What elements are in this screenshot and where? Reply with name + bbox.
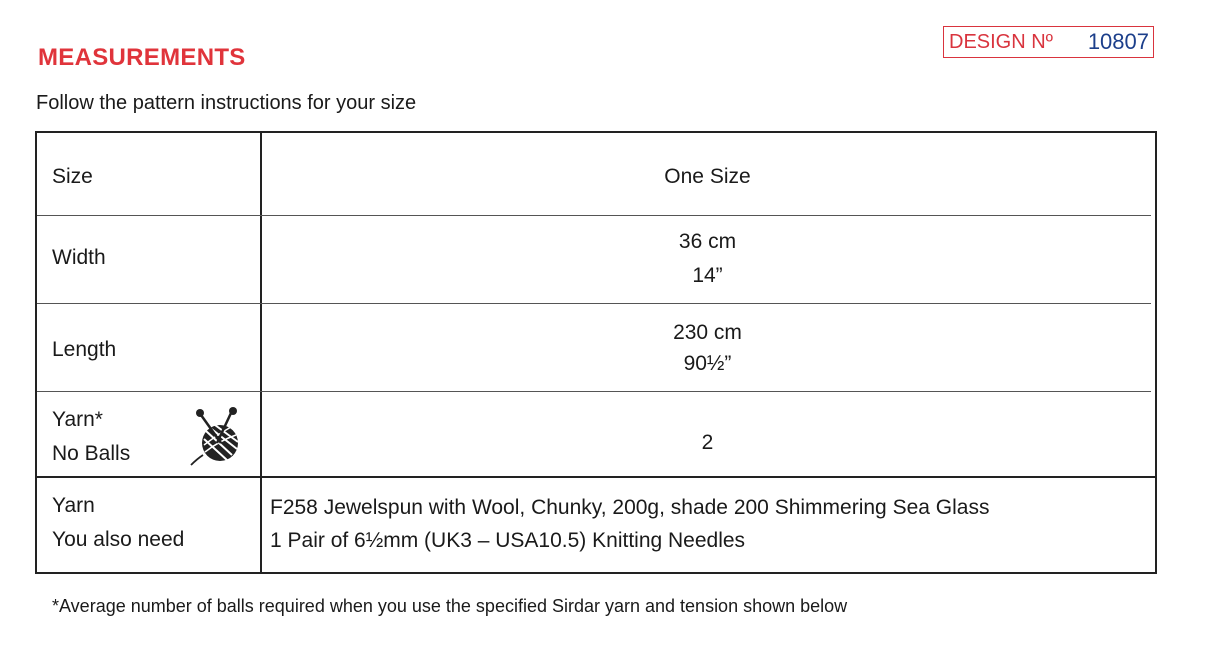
footnote: *Average number of balls required when you use the specified Sirdar yarn and tension shown below — [52, 596, 848, 616]
design-number-value: 10807 — [1087, 29, 1149, 54]
length-label: Length — [52, 338, 117, 361]
row-divider — [37, 303, 1151, 304]
row-divider — [37, 476, 1155, 478]
design-number-box — [943, 26, 1154, 58]
width-label: Width — [52, 246, 106, 269]
measurements-table — [35, 131, 1157, 574]
you-also-need-label: You also need — [52, 528, 185, 551]
yarn-balls-label-line1: Yarn* — [52, 408, 103, 431]
design-number-label: DESIGN Nº — [949, 31, 1053, 53]
yarn-balls-label-line2: No Balls — [52, 442, 131, 465]
length-value-cm: 230 cm — [673, 321, 742, 344]
length-value-in: 90½” — [683, 352, 732, 375]
size-label: Size — [52, 165, 93, 188]
row-divider — [37, 215, 1151, 216]
width-value-cm: 36 cm — [678, 230, 737, 253]
instructions-subtitle: Follow the pattern instructions for your size — [36, 92, 417, 114]
width-value-in: 14” — [692, 264, 723, 287]
yarn-details: F258 Jewelspun with Wool, Chunky, 200g, shade 200 Shimmering Sea Glass — [270, 496, 990, 519]
yarn-ball-icon — [187, 405, 247, 467]
yarn-balls-value: 2 — [701, 431, 714, 454]
page-title: MEASUREMENTS — [38, 44, 246, 71]
row-divider — [37, 391, 1151, 392]
needles-details: 1 Pair of 6½mm (UK3 – USA10.5) Knitting Needles — [270, 529, 746, 552]
size-value: One Size — [664, 165, 751, 188]
yarn-label: Yarn — [52, 494, 95, 517]
